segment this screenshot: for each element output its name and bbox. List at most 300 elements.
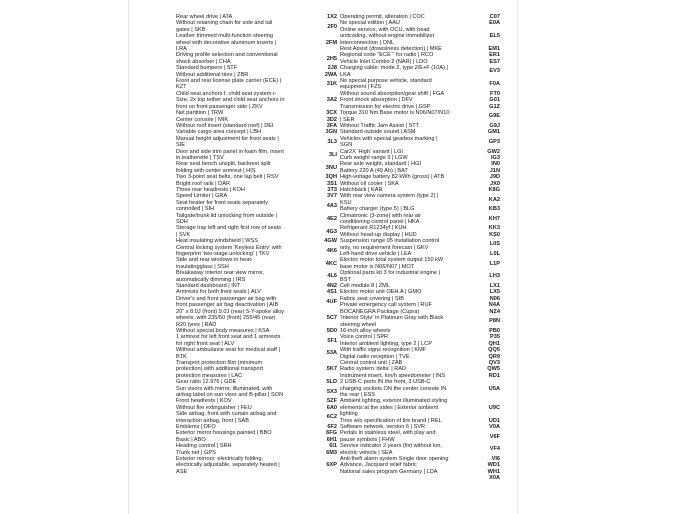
equipment-description-line: Emblems | DFO [176,424,216,430]
equipment-description-line: Without head-up display | HUD [340,231,417,238]
equipment-description-line: No special purpose vehicle, standard [340,78,432,85]
equipment-description-line: Battery charger (type 5) | BLG [340,206,415,213]
equipment-description [340,65,489,78]
equipment-description-line: interconnection | ONL [340,39,395,46]
equipment-description-line: Exterior mirror housings painted | BBO [176,430,272,437]
equipment-description-line: Without sound absorption/gear shift | FGA [340,90,445,97]
equipment-description-line: for right front seat | ALV [176,340,235,347]
option-code: KK3 [488,225,500,232]
option-code: NZ4 [489,308,500,315]
equipment-description-line: Standard bumpers | STF [176,65,238,72]
equipment-description-line: Rear seat bench unsplit, backrest split [176,161,271,168]
equipment-item [340,398,500,417]
option-code: 3GN [325,129,337,136]
equipment-description-line: Torque 310 Nm Base motor is N06/N07/N10 [340,110,450,117]
equipment-description-line: charging sockets ON the center console IN [340,385,447,392]
equipment-description [176,149,329,162]
equipment-item [340,475,500,481]
equipment-description-line: With traffic signs recognition | KMF [340,347,427,354]
option-code: 3A2 [326,97,337,104]
equipment-description-line: Trunk net | GPS [176,449,216,456]
option-code: LH3 [489,273,500,280]
option-code: 4UF [326,299,337,306]
equipment-item [340,213,500,226]
option-code: 31K [326,81,337,88]
equipment-description-line: pause symbols | FHW [340,436,395,443]
option-code: U9C [488,404,500,411]
equipment-description-line: Driving profile selection and conventional [176,52,278,59]
equipment-description [176,213,327,226]
option-code: 2F0 [327,23,337,30]
equipment-description [340,379,489,398]
equipment-description-line: Ambient lighting, exterior illuminated styling [340,398,448,405]
option-code: V0A [489,424,500,430]
option-code: EM1 [488,46,500,53]
equipment-description-line: Fabric seat covering | SIB [340,295,404,302]
equipment-description-line: Operating permit, alteration | COC [340,14,425,20]
equipment-description-line: front passenger air bag deactivation | AIB [176,302,279,309]
equipment-description [176,33,326,52]
equipment-description-line: Car2X 'High' variant | LGI [340,148,403,155]
equipment-description [176,78,327,91]
equipment-description-line: | SER [340,116,355,123]
equipment-description [176,225,326,238]
equipment-description-line: Battery 220 A (49 Ah) | BAT [340,167,408,174]
equipment-description-line: Two 3-point seat belts, one lap belt | RSV [176,174,279,181]
equipment-description-line: Basic | ABO [176,436,206,443]
equipment-description-line: Radio system 'delta' | RAD [340,366,407,373]
option-code: G01 [489,97,500,104]
equipment-description-line: Rest Assist (drowsiness detection) | MKE [340,46,442,53]
equipment-item [340,27,500,46]
equipment-description [340,430,490,443]
equipment-item [176,52,337,65]
equipment-item [176,296,337,309]
option-code: KH7 [488,215,500,222]
equipment-item [176,149,337,162]
equipment-description-line: Without fire extinguisher | FEU [176,404,252,411]
equipment-description [340,110,489,123]
option-code: C07 [489,14,500,20]
option-code: 4KC [325,260,337,267]
equipment-description-line: Optional parts kit 3 for industrial engine | [340,270,441,277]
equipment-description-line: shock absorber | CHA [176,58,231,65]
equipment-description-line: Gear ratio 12.976 | GDE [176,379,237,386]
equipment-description-line: Transport protection film (minimum [176,359,263,366]
equipment-description-line: Standard dashboard | INT [176,283,241,290]
equipment-description-line: electric vehicle | SEA [340,449,393,456]
equipment-item [176,136,337,149]
equipment-description-line: equipment | FZS [340,84,382,91]
option-code: 3V7 [327,193,337,200]
equipment-item [176,225,337,238]
option-code: UD1 [488,417,500,424]
equipment-description-line: 'Interior Style' in Platinum Gray with Black [340,315,444,322]
equipment-item [340,193,500,206]
option-code: 5LD [326,379,337,386]
equipment-description-line: Front headrests | KOV [176,398,232,405]
equipment-description-line: Breakaway interior rear view mirror, [176,270,264,277]
equipment-description-line: 1 armrest for left front seat and 1 armrests [176,334,281,341]
option-code: 4N2 [326,283,337,290]
option-code: 3T3 [327,186,337,193]
equipment-item [340,315,500,328]
option-code: L0L [490,251,500,258]
option-code: 3LI [328,151,337,158]
equipment-description [340,238,490,251]
equipment-description [340,78,489,91]
option-code: J1N [489,167,500,174]
option-code: E0A [489,20,500,27]
equipment-description-line: Three rear headrests | KOH [176,186,245,193]
equipment-description-line: 20" x 8.0J (front) 9.0J (rear) 5-Y-spoke alloy [176,308,285,315]
equipment-description-line: Refrigerant R1234yf | KUH [340,225,407,232]
equipment-description-line: National sales program Germany | LDA [340,468,438,475]
equipment-description-line: Without additional tires | ZBR [176,71,249,78]
equipment-description-line: interaction airbag, front | SAB [176,417,249,424]
equipment-description-line: insulatingglass | SSH [176,263,229,270]
equipment-description-line: Without oil cooler | SKA [340,180,399,187]
equipment-item [340,238,500,251]
option-code: 2FM [325,39,337,46]
option-code: P8N [489,318,500,325]
equipment-description [176,456,326,475]
equipment-description-line: Private emergency call system | RUF [340,302,432,309]
equipment-description [340,257,490,270]
equipment-description [340,398,489,417]
equipment-item [340,257,500,270]
option-code: 5D0 [326,327,337,334]
equipment-list-left [176,14,337,475]
option-code: F0A [489,81,500,88]
equipment-description-line: Central control unit | ZAB [340,359,403,366]
equipment-description-line: Electric motor total system output 150 kW [340,257,444,264]
equipment-description-line: automatically dimming | IRS [176,276,246,283]
option-code: 5X3 [327,388,337,395]
equipment-description-line: Advance, Jacquard relief fabric [340,462,417,469]
option-code: 3NU [325,164,337,171]
equipment-description-line: Leather trimmed multi-function steering [176,33,274,40]
equipment-description-line: No special edition | AAU [340,20,400,27]
equipment-description-line: Central locking system 'Keyless Entry' with [176,244,282,251]
equipment-description-line: KZT [176,84,187,91]
equipment-description-line: Armrests for both front seats | ALV [176,289,261,296]
equipment-description-line: Software network, version 6 | SVR [340,424,426,430]
option-code: QV3 [488,359,500,366]
option-code: 5ZF [327,398,337,405]
option-code: LX1 [489,283,500,290]
equipment-description [176,386,327,399]
equipment-description-line: Child seat anchors f. child seat system i- [176,90,277,97]
equipment-description-line: Heading control | SRH [176,443,232,450]
option-code: ER1 [489,52,500,59]
equipment-description [176,360,327,379]
option-code: J9D [489,174,500,181]
option-code: P35 [490,334,500,341]
equipment-description [340,270,489,283]
equipment-description-line: protection measures | LAC [176,372,243,379]
option-code: L1P [489,260,500,267]
equipment-description-line: Hatchback | KAR [340,186,383,193]
equipment-description [340,469,488,475]
equipment-description-line: lighting [340,411,358,418]
equipment-description-line: Left-hand drive vehicle | LEA [340,251,412,258]
option-code: 3CX [326,110,337,117]
option-code: 2WA [324,71,337,78]
equipment-description-line: LKA [340,71,351,78]
option-code: 6XP [326,462,337,469]
option-code: 3D2 [326,116,337,123]
equipment-description-line: Pedals in stainless steel, with play and [340,430,436,437]
option-code: IN0 [491,161,500,168]
option-code: 6FG [326,430,337,437]
option-code: GW2 [487,148,500,155]
option-code: 3S1 [327,180,337,187]
equipment-description-line: Instrument insert, km/h speedometer | INS [340,372,445,379]
option-code: VI6 [491,456,500,463]
equipment-description-line: Side and rear windows in heat- [176,257,253,264]
option-code: IG3 [490,154,500,161]
equipment-description-line: SIE [176,142,186,149]
equipment-description-line: Voice control | SPR [340,334,389,341]
equipment-description-line: Without special body measures | KSA [176,327,270,334]
page-border-right [517,0,518,514]
equipment-description-line: Service indicator 2 years (fix) without km, [340,443,442,450]
option-code: X0A [489,475,500,482]
option-code: 4A3 [326,202,337,209]
option-code: WD1 [487,462,500,469]
option-code: FT0 [490,90,500,97]
equipment-description-line: Heat insulating windshield | WSS [176,238,258,245]
equipment-description-line: With rear view camera system (type 2) | [340,193,439,200]
equipment-description-line: Sun visors with mirror, illuminated, with [176,385,273,392]
equipment-description-line: BST [340,276,351,283]
equipment-description [176,296,326,309]
equipment-item [176,91,337,110]
equipment-description-line: Speed Limiter | GRA [176,193,228,200]
option-code: 6H1 [326,436,337,443]
option-code: QW5 [487,366,500,373]
equipment-description-line: 2 USB-C ports IN the front, 3 USB-C [340,379,431,386]
equipment-description-line: Door and side trim panel in foam film, insert [176,148,284,155]
option-code: KB3 [488,206,500,213]
equipment-item [176,257,337,270]
equipment-description-line: Front shock absorption | DFV [340,97,413,104]
equipment-description-line: Driver's and front passenger air bag with [176,295,277,302]
equipment-description-line: Without retaining chain for side and tail [176,20,273,27]
equipment-description [176,347,327,360]
equipment-description-line: Center console | MIK [176,116,229,123]
option-code: 6C2 [326,414,337,421]
option-code: VF4 [489,446,500,453]
option-code: U5A [488,385,500,392]
equipment-description-line: in leatherette | TSV [176,154,224,161]
equipment-item [176,200,337,213]
equipment-item [176,360,337,379]
page-border-left [128,0,129,514]
equipment-item [340,430,500,443]
option-code: G1Z [489,103,500,110]
equipment-description-line: front on front passenger side | ZKV [176,103,263,110]
equipment-description [176,91,327,110]
equipment-description-line: folding with center armrest | HIS [176,167,256,174]
option-code: GM1 [487,129,500,136]
option-code: 4GW [324,238,337,245]
equipment-description-line: Size, 2x top tether and child seat anchors in [176,97,285,104]
equipment-description [176,309,327,328]
equipment-description-line: electrically adjustable, separately heated | [176,462,280,469]
equipment-description-line: conditioning control panel | HKA [340,219,420,225]
option-code: 5K7 [326,366,337,373]
equipment-description [176,334,327,347]
equipment-description-line: Rear wheel drive | ATA [176,14,233,20]
equipment-description-line: gates | SKB [176,26,206,33]
option-code: JX0 [490,180,500,187]
equipment-item [340,469,500,475]
equipment-description-line: | SVK [176,231,191,238]
option-code: 6I1 [329,443,337,450]
equipment-description-line: controlled | SIH [176,206,215,213]
equipment-description [176,257,326,270]
equipment-description-line: Bright roof rails | DAR [176,180,230,187]
equipment-description-line: wheels, with 235/50 (front) 255/45 (rear) [176,315,276,322]
equipment-description-line: Front and rear license plate carrier (ECE) | [176,78,282,85]
option-code: PB0 [489,327,500,334]
equipment-description-line: Regional code "ECE " for radio | RCO [340,52,434,59]
equipment-item [176,386,337,399]
equipment-description-line: Curb weight range 3 | LGW [340,154,408,161]
option-code: 3L3 [327,138,337,145]
option-code: QR9 [488,353,500,360]
equipment-description-line: Without roof insert (standard roof) | DEI [176,122,274,129]
equipment-description-line: Side airbag, front with curtain airbag and [176,411,277,418]
equipment-list-right [340,14,500,482]
equipment-item [176,78,337,91]
option-code: 3QH [325,174,337,181]
option-code: 4K6 [326,247,337,254]
option-code: 6F2 [327,424,337,430]
option-code: 2J8 [327,65,337,72]
equipment-description-line: BTK [176,353,187,360]
equipment-description-line: elements at the sides | Exterior ambient [340,404,439,411]
option-code: 3FA [326,122,337,129]
equipment-description-line: protection) with additional transport [176,366,264,373]
option-code: WH1 [487,468,500,475]
option-code: KA2 [488,196,500,203]
option-code: N4A [488,302,500,309]
equipment-description-line: Vehicles with special gearbox marking | [340,135,438,142]
equipment-description-line: Climatronic (3-zone) with rear air [340,212,422,219]
equipment-description [176,136,327,149]
equipment-description-line: KSU [340,199,352,206]
option-code: 6A0 [326,404,337,411]
equipment-description-line: SDH [176,219,188,225]
equipment-description-line: Without Traffic Jam Assist | STT [340,122,420,129]
equipment-description [176,20,327,33]
equipment-description-line: steering wheel [340,321,377,328]
equipment-description [340,315,489,328]
equipment-description-line: High-voltage battery 82 kWh (gross) | ATB [340,174,445,181]
equipment-item [176,213,337,226]
equipment-description-line: Electric motor unit OEH.A | GMO [340,289,422,296]
equipment-description-line: LRA [176,46,187,53]
equipment-item [340,443,500,456]
equipment-description-line: base motor is N06/N07 | MOT [340,263,415,270]
option-code: KS0 [489,231,500,238]
equipment-description-line: Suspension range 05 installation control [340,238,440,245]
option-code: K8G [488,186,500,193]
equipment-description-line: 16-inch alloy wheels [340,327,391,334]
equipment-description-line: only, no requirement forecast | GKV [340,244,429,251]
equipment-description-line: Tailgate/trunk lid unlocking from outside | [176,212,277,219]
equipment-item [340,78,500,91]
equipment-description-line: Standard outside sound | ASM [340,129,416,136]
option-code: 4G3 [326,228,337,235]
equipment-item [176,309,337,328]
equipment-description-line: Cell module 8 | ZML [340,283,390,290]
option-code: 2H5 [326,55,337,62]
option-code: 5C7 [326,315,337,322]
equipment-item [176,334,337,347]
option-code: 4L6 [327,273,337,280]
equipment-description-line: Online service, with OCU, with head [340,26,430,33]
equipment-description [340,27,490,46]
option-code: V6F [489,433,500,440]
equipment-item [176,245,337,258]
equipment-description-line: Digital radio reception | TVE [340,353,410,360]
option-code: 4S1 [327,289,337,296]
equipment-description [340,443,490,456]
equipment-description-line: SGN [340,142,353,149]
equipment-description [176,245,327,258]
equipment-description-line: Without ambulance seat for medical staff | [176,347,280,354]
equipment-description-line: Anti-theft alarm system Single door opening [340,456,449,463]
equipment-description-line: Rear axle weight, standard | HGI [340,161,422,168]
option-code: EV3 [489,68,500,75]
equipment-description [340,213,489,226]
equipment-description [176,270,327,283]
option-code: QH1 [488,340,500,347]
option-code: ES7 [489,58,500,65]
equipment-item [176,411,337,424]
option-code: 6M3 [326,449,337,456]
equipment-description-line: Net partition | TRW [176,110,224,117]
equipment-description-line: Storage tray left and right first row of seats [176,225,282,232]
equipment-item [340,136,500,149]
equipment-description-line: Manual height adjustment for front seats | [176,135,279,142]
equipment-description-line: Interior ambient lighting, type 2 | LCP [340,340,432,347]
option-code: G9E [488,113,500,120]
option-code: LX5 [489,289,500,296]
equipment-description-line: the rear | ESS [340,391,376,398]
equipment-description [340,193,489,206]
equipment-description-line: Tires w/o specification of tire brand | REL [340,417,442,424]
option-code: N06 [489,295,500,302]
option-code: QQ5 [488,347,500,354]
equipment-description [340,136,489,149]
equipment-description-line: R20 tyres | RAD [176,321,217,328]
option-code: 53A [326,350,337,357]
equipment-item [340,270,500,283]
option-code: 1X2 [327,14,337,20]
equipment-description-line: ASE [176,468,188,475]
option-code: G9J [489,122,500,129]
option-code: EL5 [489,33,500,40]
equipment-description-line: Transmission for electric drive | GSP [340,103,431,110]
equipment-item [176,33,337,52]
equipment-description-line: fingerprint 'two-stage unlocking' | TKV [176,251,270,258]
equipment-description-line: Exterior mirrors: electrically folding, [176,456,264,463]
